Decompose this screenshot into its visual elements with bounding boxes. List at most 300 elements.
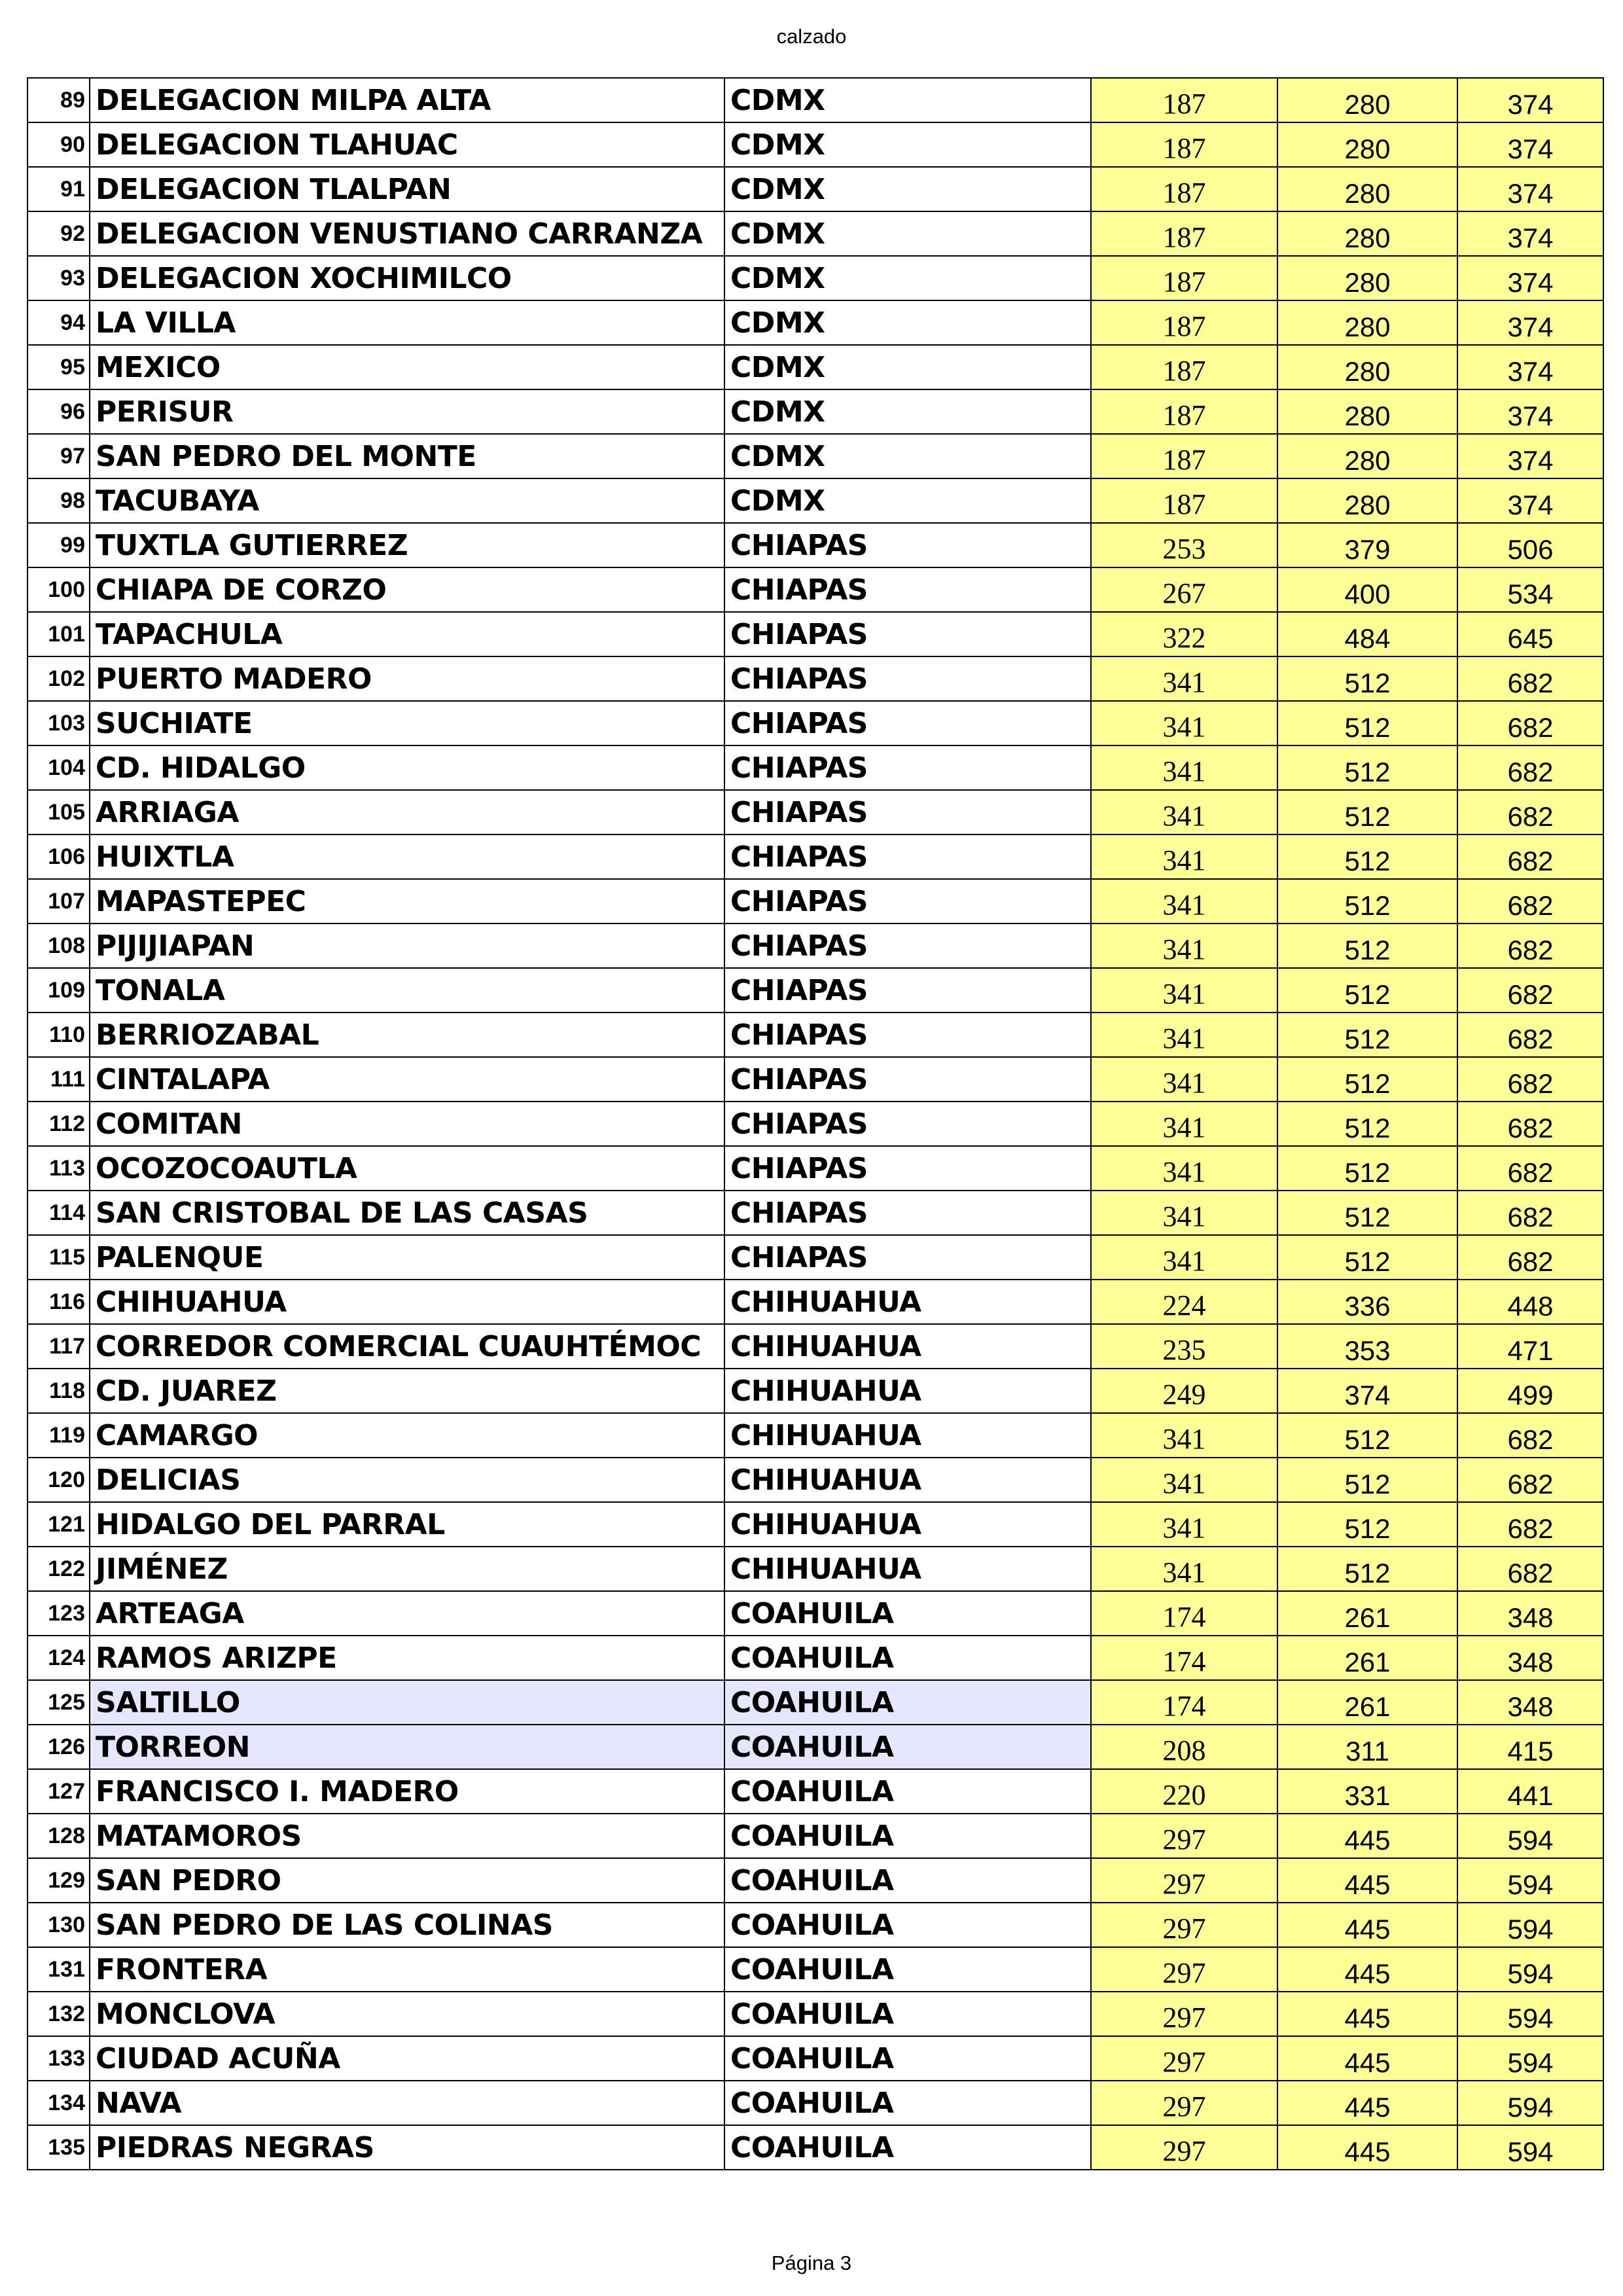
- value-3-cell: 682: [1457, 1191, 1603, 1235]
- value-2-cell: 512: [1277, 745, 1457, 790]
- row-number-cell: 112: [27, 1102, 90, 1146]
- location-name-cell: SAN PEDRO: [90, 1858, 724, 1903]
- table-row: [27, 167, 1603, 211]
- row-number-cell: 97: [27, 434, 90, 478]
- value-3-cell: 374: [1457, 211, 1603, 256]
- value-1-cell: 187: [1091, 300, 1277, 345]
- value-1-cell: 187: [1091, 78, 1277, 122]
- row-number-cell: 114: [27, 1191, 90, 1235]
- value-2-cell: 512: [1277, 1013, 1457, 1057]
- value-2-cell: 379: [1277, 523, 1457, 567]
- location-name-cell: RAMOS ARIZPE: [90, 1636, 724, 1680]
- location-name-cell: TACUBAYA: [90, 478, 724, 523]
- value-3-cell: 594: [1457, 1947, 1603, 1992]
- value-1-cell: 341: [1091, 1057, 1277, 1102]
- value-2-cell: 331: [1277, 1769, 1457, 1814]
- value-1-cell: 341: [1091, 1547, 1277, 1591]
- state-cell: CHIAPAS: [724, 879, 1091, 924]
- value-1-cell: 341: [1091, 1235, 1277, 1280]
- row-number-cell: 105: [27, 790, 90, 834]
- table-row: [27, 1324, 1603, 1369]
- location-name-cell: DELEGACION TLALPAN: [90, 167, 724, 211]
- value-2-cell: 261: [1277, 1636, 1457, 1680]
- row-number-cell: 109: [27, 968, 90, 1013]
- state-cell: CDMX: [724, 211, 1091, 256]
- state-cell: COAHUILA: [724, 2125, 1091, 2170]
- location-name-cell: HIDALGO DEL PARRAL: [90, 1502, 724, 1547]
- row-number-cell: 107: [27, 879, 90, 924]
- table-row: [27, 1769, 1603, 1814]
- value-3-cell: 374: [1457, 122, 1603, 167]
- row-number-cell: 119: [27, 1413, 90, 1458]
- location-name-cell: JIMÉNEZ: [90, 1547, 724, 1591]
- location-name-cell: TAPACHULA: [90, 612, 724, 656]
- value-2-cell: 445: [1277, 2081, 1457, 2125]
- row-number-cell: 90: [27, 122, 90, 167]
- location-name-cell: ARRIAGA: [90, 790, 724, 834]
- table-row: [27, 2125, 1603, 2170]
- value-3-cell: 374: [1457, 345, 1603, 389]
- row-number-cell: 123: [27, 1591, 90, 1636]
- location-name-cell: DELEGACION VENUSTIANO CARRANZA: [90, 211, 724, 256]
- state-cell: CHIAPAS: [724, 523, 1091, 567]
- table-row: [27, 1458, 1603, 1502]
- table-row: [27, 968, 1603, 1013]
- table-row: [27, 300, 1603, 345]
- value-1-cell: 341: [1091, 1191, 1277, 1235]
- value-3-cell: 448: [1457, 1280, 1603, 1324]
- table-row: [27, 834, 1603, 879]
- state-cell: CHIHUAHUA: [724, 1324, 1091, 1369]
- state-cell: CHIHUAHUA: [724, 1547, 1091, 1591]
- table-row: [27, 478, 1603, 523]
- value-1-cell: 187: [1091, 256, 1277, 300]
- value-1-cell: 174: [1091, 1591, 1277, 1636]
- state-cell: CHIAPAS: [724, 656, 1091, 701]
- value-1-cell: 297: [1091, 2125, 1277, 2170]
- value-1-cell: 341: [1091, 745, 1277, 790]
- table-row: [27, 1191, 1603, 1235]
- row-number-cell: 121: [27, 1502, 90, 1547]
- value-1-cell: 341: [1091, 1413, 1277, 1458]
- value-1-cell: 297: [1091, 2036, 1277, 2081]
- value-3-cell: 534: [1457, 567, 1603, 612]
- value-3-cell: 682: [1457, 1146, 1603, 1191]
- value-1-cell: 297: [1091, 1858, 1277, 1903]
- table-row: [27, 1502, 1603, 1547]
- value-3-cell: 374: [1457, 434, 1603, 478]
- value-3-cell: 594: [1457, 1814, 1603, 1858]
- value-3-cell: 594: [1457, 1858, 1603, 1903]
- location-name-cell: LA VILLA: [90, 300, 724, 345]
- value-3-cell: 415: [1457, 1725, 1603, 1769]
- value-2-cell: 280: [1277, 167, 1457, 211]
- location-name-cell: MONCLOVA: [90, 1992, 724, 2036]
- value-1-cell: 187: [1091, 478, 1277, 523]
- state-cell: COAHUILA: [724, 1769, 1091, 1814]
- table-row: [27, 122, 1603, 167]
- value-3-cell: 682: [1457, 790, 1603, 834]
- value-1-cell: 187: [1091, 122, 1277, 167]
- value-3-cell: 645: [1457, 612, 1603, 656]
- state-cell: COAHUILA: [724, 1814, 1091, 1858]
- table-row: [27, 2081, 1603, 2125]
- value-2-cell: 512: [1277, 701, 1457, 745]
- value-3-cell: 374: [1457, 389, 1603, 434]
- table-row: [27, 78, 1603, 122]
- value-3-cell: 682: [1457, 745, 1603, 790]
- location-name-cell: HUIXTLA: [90, 834, 724, 879]
- table-row: [27, 1858, 1603, 1903]
- state-cell: CHIAPAS: [724, 1013, 1091, 1057]
- value-3-cell: 441: [1457, 1769, 1603, 1814]
- row-number-cell: 111: [27, 1057, 90, 1102]
- value-2-cell: 512: [1277, 924, 1457, 968]
- row-number-cell: 122: [27, 1547, 90, 1591]
- row-number-cell: 89: [27, 78, 90, 122]
- location-name-cell: TONALA: [90, 968, 724, 1013]
- location-name-cell: CHIHUAHUA: [90, 1280, 724, 1324]
- location-name-cell: MATAMOROS: [90, 1814, 724, 1858]
- state-cell: CHIAPAS: [724, 1235, 1091, 1280]
- value-2-cell: 445: [1277, 1858, 1457, 1903]
- value-3-cell: 682: [1457, 1502, 1603, 1547]
- table-row: [27, 1102, 1603, 1146]
- table-row: [27, 1413, 1603, 1458]
- location-name-cell: CD. JUAREZ: [90, 1369, 724, 1413]
- value-3-cell: 682: [1457, 834, 1603, 879]
- value-2-cell: 280: [1277, 300, 1457, 345]
- row-number-cell: 108: [27, 924, 90, 968]
- value-3-cell: 471: [1457, 1324, 1603, 1369]
- state-cell: CHIAPAS: [724, 612, 1091, 656]
- state-cell: COAHUILA: [724, 2081, 1091, 2125]
- table-row: [27, 2036, 1603, 2081]
- table-row: [27, 1013, 1603, 1057]
- table-row: [27, 1725, 1603, 1769]
- value-1-cell: 187: [1091, 211, 1277, 256]
- value-3-cell: 682: [1457, 1235, 1603, 1280]
- row-number-cell: 96: [27, 389, 90, 434]
- location-name-cell: PALENQUE: [90, 1235, 724, 1280]
- value-3-cell: 348: [1457, 1591, 1603, 1636]
- value-2-cell: 280: [1277, 434, 1457, 478]
- value-2-cell: 445: [1277, 1903, 1457, 1947]
- value-1-cell: 297: [1091, 1992, 1277, 2036]
- value-2-cell: 261: [1277, 1680, 1457, 1725]
- location-name-cell: CORREDOR COMERCIAL CUAUHTÉMOC: [90, 1324, 724, 1369]
- table-row: [27, 1057, 1603, 1102]
- table-row: [27, 790, 1603, 834]
- state-cell: CDMX: [724, 434, 1091, 478]
- table-row: [27, 612, 1603, 656]
- value-1-cell: 267: [1091, 567, 1277, 612]
- table-row: [27, 879, 1603, 924]
- row-number-cell: 118: [27, 1369, 90, 1413]
- table-row: [27, 1591, 1603, 1636]
- value-2-cell: 280: [1277, 478, 1457, 523]
- value-1-cell: 174: [1091, 1680, 1277, 1725]
- table-row: [27, 1235, 1603, 1280]
- location-name-cell: PIJIJIAPAN: [90, 924, 724, 968]
- state-cell: CDMX: [724, 389, 1091, 434]
- value-1-cell: 297: [1091, 1947, 1277, 1992]
- value-1-cell: 235: [1091, 1324, 1277, 1369]
- row-number-cell: 91: [27, 167, 90, 211]
- value-3-cell: 682: [1457, 1547, 1603, 1591]
- table-row: [27, 389, 1603, 434]
- value-1-cell: 341: [1091, 1502, 1277, 1547]
- row-number-cell: 98: [27, 478, 90, 523]
- table-row: [27, 745, 1603, 790]
- state-cell: COAHUILA: [724, 1903, 1091, 1947]
- state-cell: CHIAPAS: [724, 1057, 1091, 1102]
- row-number-cell: 102: [27, 656, 90, 701]
- table-row: [27, 656, 1603, 701]
- location-name-cell: SAN PEDRO DE LAS COLINAS: [90, 1903, 724, 1947]
- value-2-cell: 280: [1277, 256, 1457, 300]
- value-1-cell: 297: [1091, 1903, 1277, 1947]
- state-cell: CHIAPAS: [724, 1102, 1091, 1146]
- row-number-cell: 127: [27, 1769, 90, 1814]
- location-name-cell: OCOZOCOAUTLA: [90, 1146, 724, 1191]
- location-name-cell: TORREON: [90, 1725, 724, 1769]
- value-2-cell: 512: [1277, 1235, 1457, 1280]
- state-cell: CHIAPAS: [724, 968, 1091, 1013]
- value-3-cell: 682: [1457, 1057, 1603, 1102]
- value-2-cell: 512: [1277, 879, 1457, 924]
- location-name-cell: BERRIOZABAL: [90, 1013, 724, 1057]
- state-cell: CHIAPAS: [724, 924, 1091, 968]
- value-2-cell: 512: [1277, 968, 1457, 1013]
- state-cell: COAHUILA: [724, 1680, 1091, 1725]
- state-cell: CDMX: [724, 78, 1091, 122]
- value-2-cell: 445: [1277, 1992, 1457, 2036]
- row-number-cell: 110: [27, 1013, 90, 1057]
- value-1-cell: 341: [1091, 1013, 1277, 1057]
- location-name-cell: TUXTLA GUTIERREZ: [90, 523, 724, 567]
- row-number-cell: 125: [27, 1680, 90, 1725]
- location-name-cell: CD. HIDALGO: [90, 745, 724, 790]
- location-name-cell: DELEGACION XOCHIMILCO: [90, 256, 724, 300]
- value-2-cell: 353: [1277, 1324, 1457, 1369]
- value-1-cell: 174: [1091, 1636, 1277, 1680]
- state-cell: CHIHUAHUA: [724, 1369, 1091, 1413]
- table-row: [27, 1992, 1603, 2036]
- value-2-cell: 280: [1277, 78, 1457, 122]
- table-row: [27, 1280, 1603, 1324]
- state-cell: CHIAPAS: [724, 745, 1091, 790]
- value-1-cell: 341: [1091, 701, 1277, 745]
- value-1-cell: 341: [1091, 1458, 1277, 1502]
- value-1-cell: 297: [1091, 2081, 1277, 2125]
- row-number-cell: 92: [27, 211, 90, 256]
- row-number-cell: 113: [27, 1146, 90, 1191]
- table-row: [27, 211, 1603, 256]
- row-number-cell: 116: [27, 1280, 90, 1324]
- value-2-cell: 280: [1277, 389, 1457, 434]
- value-2-cell: 445: [1277, 1947, 1457, 1992]
- value-1-cell: 187: [1091, 167, 1277, 211]
- state-cell: CHIAPAS: [724, 1191, 1091, 1235]
- table-row: [27, 1814, 1603, 1858]
- row-number-cell: 95: [27, 345, 90, 389]
- table-row: [27, 1636, 1603, 1680]
- rates-table-body: [27, 78, 1603, 2170]
- table-row: [27, 701, 1603, 745]
- value-3-cell: 348: [1457, 1680, 1603, 1725]
- value-3-cell: 682: [1457, 968, 1603, 1013]
- row-number-cell: 94: [27, 300, 90, 345]
- row-number-cell: 93: [27, 256, 90, 300]
- table-row: [27, 256, 1603, 300]
- value-2-cell: 311: [1277, 1725, 1457, 1769]
- table-row: [27, 1947, 1603, 1992]
- location-name-cell: FRANCISCO I. MADERO: [90, 1769, 724, 1814]
- state-cell: CDMX: [724, 300, 1091, 345]
- location-name-cell: CINTALAPA: [90, 1057, 724, 1102]
- value-3-cell: 682: [1457, 1013, 1603, 1057]
- state-cell: COAHUILA: [724, 1636, 1091, 1680]
- value-1-cell: 341: [1091, 924, 1277, 968]
- value-2-cell: 512: [1277, 1102, 1457, 1146]
- table-row: [27, 1547, 1603, 1591]
- value-2-cell: 512: [1277, 1146, 1457, 1191]
- value-3-cell: 374: [1457, 167, 1603, 211]
- table-row: [27, 434, 1603, 478]
- location-name-cell: CHIAPA DE CORZO: [90, 567, 724, 612]
- page-header: calzado: [776, 25, 847, 48]
- row-number-cell: 131: [27, 1947, 90, 1992]
- value-3-cell: 594: [1457, 2081, 1603, 2125]
- state-cell: CHIAPAS: [724, 1146, 1091, 1191]
- state-cell: CHIHUAHUA: [724, 1280, 1091, 1324]
- state-cell: COAHUILA: [724, 1947, 1091, 1992]
- value-2-cell: 280: [1277, 122, 1457, 167]
- table-row: [27, 924, 1603, 968]
- value-2-cell: 484: [1277, 612, 1457, 656]
- state-cell: CDMX: [724, 345, 1091, 389]
- value-2-cell: 445: [1277, 2036, 1457, 2081]
- value-3-cell: 594: [1457, 1992, 1603, 2036]
- state-cell: CDMX: [724, 478, 1091, 523]
- value-2-cell: 512: [1277, 1547, 1457, 1591]
- state-cell: COAHUILA: [724, 1992, 1091, 2036]
- state-cell: CHIHUAHUA: [724, 1413, 1091, 1458]
- row-number-cell: 106: [27, 834, 90, 879]
- value-1-cell: 341: [1091, 790, 1277, 834]
- table-row: [27, 1903, 1603, 1947]
- state-cell: COAHUILA: [724, 1858, 1091, 1903]
- value-1-cell: 341: [1091, 656, 1277, 701]
- state-cell: CDMX: [724, 167, 1091, 211]
- value-3-cell: 594: [1457, 2036, 1603, 2081]
- state-cell: CHIHUAHUA: [724, 1502, 1091, 1547]
- value-3-cell: 374: [1457, 478, 1603, 523]
- value-3-cell: 499: [1457, 1369, 1603, 1413]
- location-name-cell: SALTILLO: [90, 1680, 724, 1725]
- table-row: [27, 567, 1603, 612]
- state-cell: CHIAPAS: [724, 790, 1091, 834]
- row-number-cell: 101: [27, 612, 90, 656]
- value-3-cell: 682: [1457, 701, 1603, 745]
- value-3-cell: 594: [1457, 2125, 1603, 2170]
- value-3-cell: 682: [1457, 879, 1603, 924]
- value-1-cell: 208: [1091, 1725, 1277, 1769]
- location-name-cell: MEXICO: [90, 345, 724, 389]
- location-name-cell: MAPASTEPEC: [90, 879, 724, 924]
- state-cell: COAHUILA: [724, 1725, 1091, 1769]
- table-row: [27, 1369, 1603, 1413]
- value-3-cell: 682: [1457, 1413, 1603, 1458]
- location-name-cell: FRONTERA: [90, 1947, 724, 1992]
- row-number-cell: 128: [27, 1814, 90, 1858]
- row-number-cell: 135: [27, 2125, 90, 2170]
- value-3-cell: 374: [1457, 300, 1603, 345]
- rates-table: [27, 77, 1604, 2170]
- value-1-cell: 341: [1091, 1102, 1277, 1146]
- row-number-cell: 129: [27, 1858, 90, 1903]
- value-2-cell: 400: [1277, 567, 1457, 612]
- location-name-cell: ARTEAGA: [90, 1591, 724, 1636]
- value-2-cell: 512: [1277, 790, 1457, 834]
- location-name-cell: DELICIAS: [90, 1458, 724, 1502]
- row-number-cell: 104: [27, 745, 90, 790]
- value-3-cell: 682: [1457, 656, 1603, 701]
- state-cell: CHIHUAHUA: [724, 1458, 1091, 1502]
- value-1-cell: 341: [1091, 834, 1277, 879]
- location-name-cell: SAN PEDRO DEL MONTE: [90, 434, 724, 478]
- table-row: [27, 1146, 1603, 1191]
- state-cell: CDMX: [724, 256, 1091, 300]
- location-name-cell: DELEGACION MILPA ALTA: [90, 78, 724, 122]
- row-number-cell: 132: [27, 1992, 90, 2036]
- row-number-cell: 120: [27, 1458, 90, 1502]
- page-footer: Página 3: [771, 2251, 852, 2274]
- value-1-cell: 224: [1091, 1280, 1277, 1324]
- value-2-cell: 512: [1277, 1057, 1457, 1102]
- value-2-cell: 512: [1277, 656, 1457, 701]
- value-3-cell: 594: [1457, 1903, 1603, 1947]
- value-1-cell: 187: [1091, 434, 1277, 478]
- location-name-cell: CIUDAD ACUÑA: [90, 2036, 724, 2081]
- row-number-cell: 99: [27, 523, 90, 567]
- row-number-cell: 100: [27, 567, 90, 612]
- row-number-cell: 124: [27, 1636, 90, 1680]
- row-number-cell: 133: [27, 2036, 90, 2081]
- row-number-cell: 115: [27, 1235, 90, 1280]
- row-number-cell: 134: [27, 2081, 90, 2125]
- value-1-cell: 187: [1091, 345, 1277, 389]
- value-2-cell: 512: [1277, 1413, 1457, 1458]
- value-3-cell: 374: [1457, 256, 1603, 300]
- value-3-cell: 682: [1457, 924, 1603, 968]
- value-3-cell: 348: [1457, 1636, 1603, 1680]
- value-2-cell: 280: [1277, 211, 1457, 256]
- value-3-cell: 682: [1457, 1458, 1603, 1502]
- location-name-cell: COMITAN: [90, 1102, 724, 1146]
- value-1-cell: 341: [1091, 968, 1277, 1013]
- value-2-cell: 445: [1277, 2125, 1457, 2170]
- value-2-cell: 280: [1277, 345, 1457, 389]
- location-name-cell: PUERTO MADERO: [90, 656, 724, 701]
- value-1-cell: 187: [1091, 389, 1277, 434]
- value-1-cell: 249: [1091, 1369, 1277, 1413]
- location-name-cell: PERISUR: [90, 389, 724, 434]
- table-row: [27, 523, 1603, 567]
- value-3-cell: 506: [1457, 523, 1603, 567]
- value-3-cell: 374: [1457, 78, 1603, 122]
